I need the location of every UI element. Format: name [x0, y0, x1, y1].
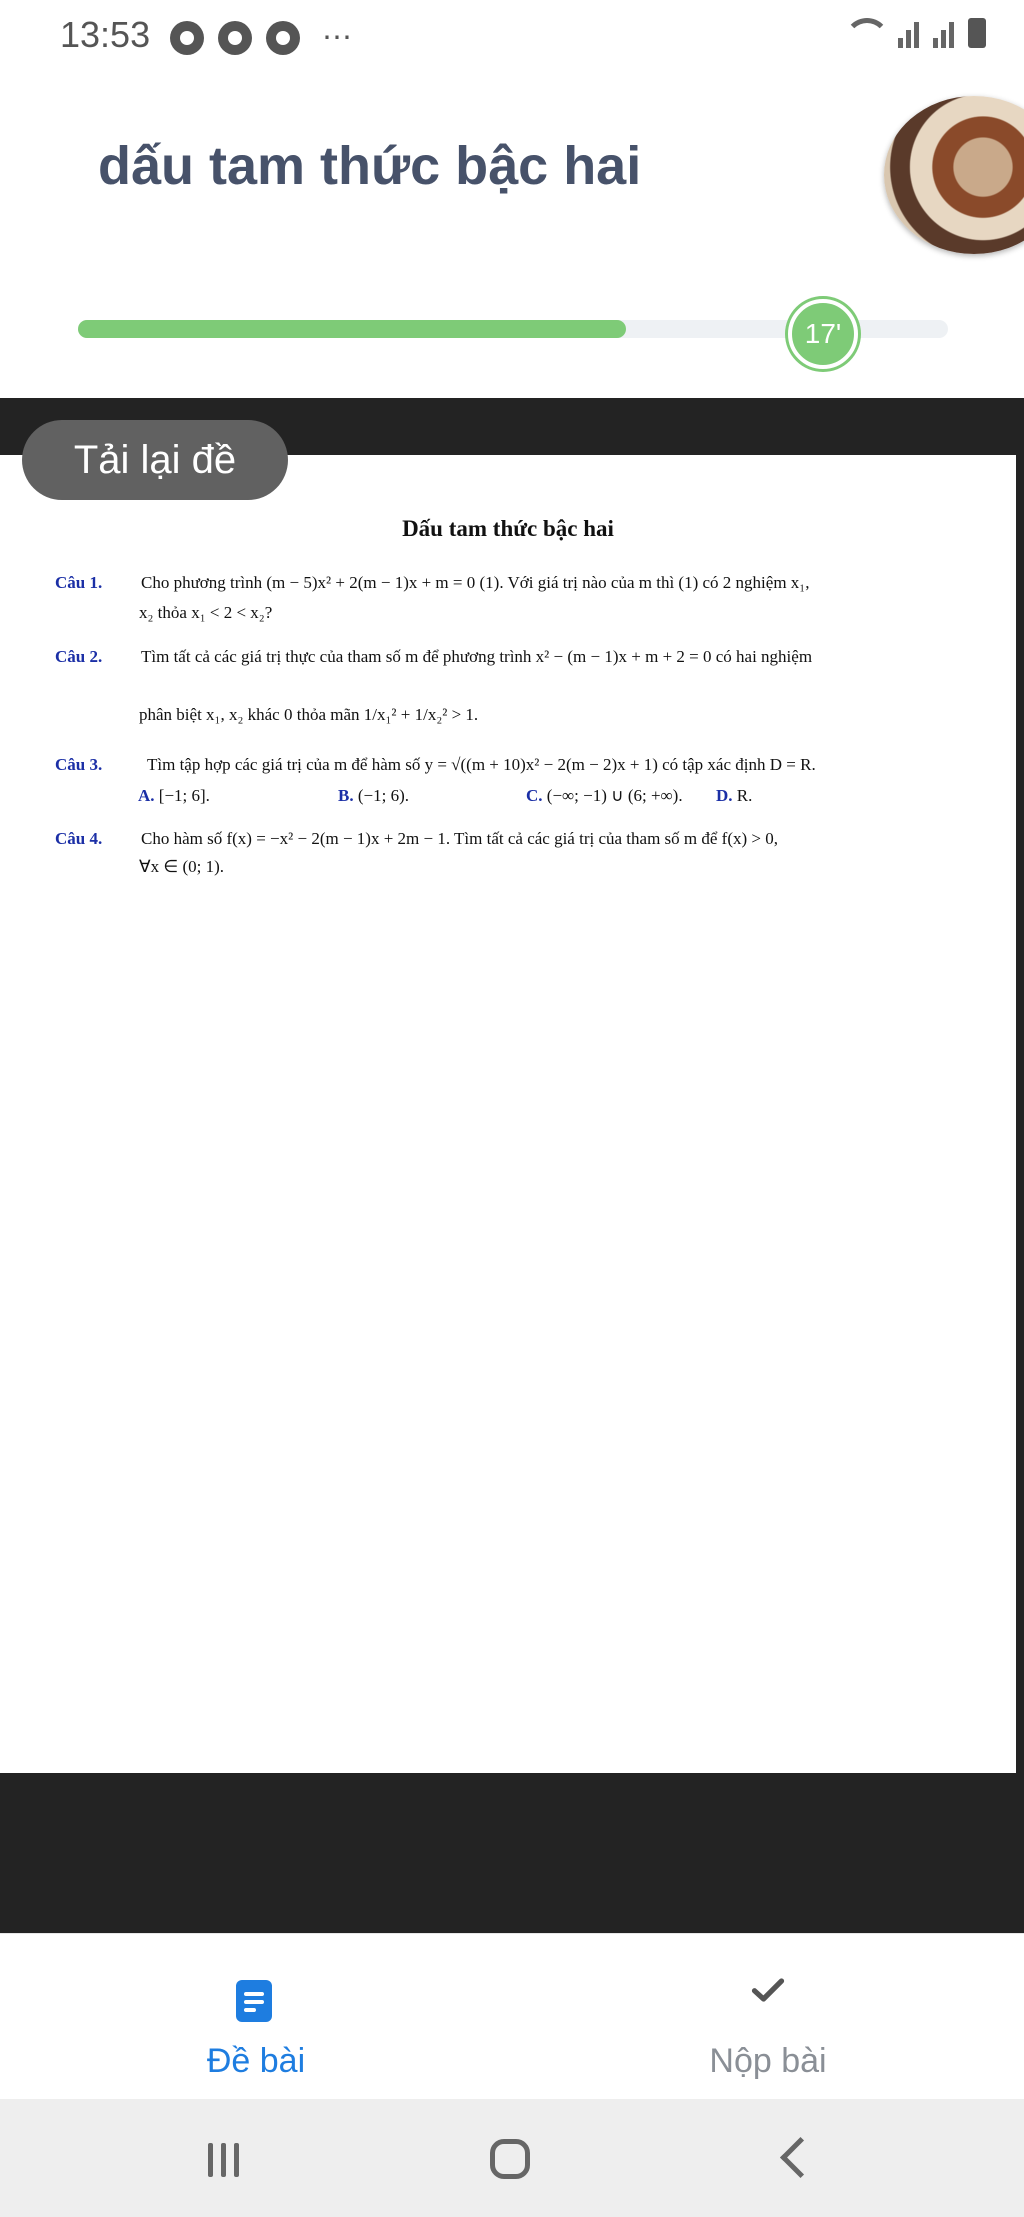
tab-label: Nộp bài	[709, 2042, 827, 2080]
question-label: Câu 4.	[55, 829, 103, 848]
chrome-icon	[266, 21, 300, 55]
notification-icons	[170, 20, 352, 55]
question-text: Cho hàm số f(x) = −x² − 2(m − 1)x + 2m − 1. Tìm tất cả các giá trị của tham số m để f(x) > 0,	[141, 829, 779, 848]
tab-label: Đề bài	[206, 2042, 306, 2080]
document-icon	[236, 1980, 272, 2022]
page-title: dấu tam thức bậc hai	[98, 136, 642, 196]
wifi-icon	[844, 18, 884, 48]
option-a[interactable]: A. [−1; 6].	[138, 786, 210, 805]
recent-apps-button[interactable]	[208, 2143, 239, 2177]
question-1	[55, 574, 960, 624]
option-d[interactable]: D. R.	[716, 786, 753, 805]
system-icons	[844, 18, 986, 48]
question-2	[55, 648, 960, 728]
question-text: Tìm tất cả các giá trị thực của tham số m để phương trình x² − (m − 1)x + m + 2 = 0 có hai nghiệm	[141, 647, 813, 666]
question-text-continued: ∀x ∈ (0; 1).	[139, 857, 224, 876]
question-text-continued: phân biệt x₁, x₂ khác 0 thỏa mãn 1/x₁² + 1/x₂² > 1.	[139, 705, 479, 724]
question-text: Cho phương trình (m − 5)x² + 2(m − 1)x + m = 0 (1). Với giá trị nào của m thì (1) có 2 nghiệm x₁,	[141, 573, 810, 592]
reload-exam-button[interactable]: Tải lại đề	[22, 420, 288, 500]
system-navigation-bar	[0, 2099, 1024, 2217]
chrome-icon	[218, 21, 252, 55]
timer-badge: 17'	[788, 299, 858, 369]
tab-submit[interactable]	[618, 1934, 918, 2100]
more-notifications-icon: ⋯	[322, 21, 352, 54]
tab-exam-questions[interactable]	[106, 1934, 406, 2100]
progress-fill	[78, 320, 626, 338]
question-text-continued: x₂ thỏa x₁ < 2 < x₂?	[139, 603, 273, 622]
chrome-icon	[170, 21, 204, 55]
status-bar	[0, 0, 1024, 80]
status-time: 13:53	[60, 14, 151, 55]
question-label: Câu 1.	[55, 573, 103, 592]
signal-icon	[898, 18, 919, 48]
signal-icon	[933, 18, 954, 48]
option-c[interactable]: C. (−∞; −1) ∪ (6; +∞).	[526, 786, 683, 805]
check-icon	[750, 1972, 786, 2008]
bottom-navigation	[0, 1933, 1024, 2100]
question-4	[55, 830, 960, 880]
document-title: Dấu tam thức bậc hai	[402, 516, 614, 541]
battery-icon	[968, 18, 986, 48]
question-text: Tìm tập hợp các giá trị của m để hàm số y = √((m + 10)x² − 2(m − 2)x + 1) có tập xác định D = R.	[147, 755, 816, 774]
question-label: Câu 2.	[55, 647, 103, 666]
home-button[interactable]	[490, 2139, 530, 2179]
avatar[interactable]	[884, 96, 1024, 254]
back-button[interactable]	[780, 2137, 821, 2178]
question-label: Câu 3.	[55, 755, 103, 774]
option-b[interactable]: B. (−1; 6).	[338, 786, 409, 805]
